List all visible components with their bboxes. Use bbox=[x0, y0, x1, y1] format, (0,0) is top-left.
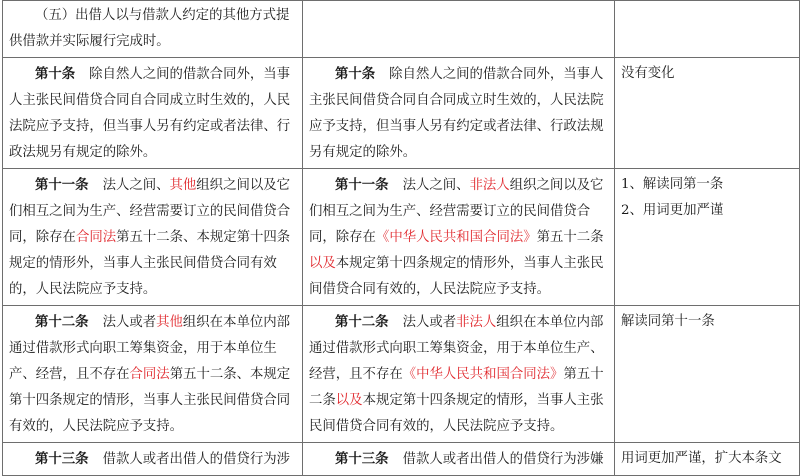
table-row bbox=[3, 306, 800, 443]
changed-term: 《中华人民共和国合同法》 bbox=[375, 230, 537, 245]
article-number: 第十二条 bbox=[35, 314, 89, 330]
text-segment: 第五十二条 bbox=[309, 367, 604, 408]
text-segment: 第五十二条、本规定第十四条规定的情形，当事人主张民间借贷合同有效的，人民法院应予支持。 bbox=[9, 367, 291, 434]
old-text-cell bbox=[3, 443, 303, 476]
text-segment: 本规定第十四条规定的情形外，当事人主张民间借贷合同有效的，人民法院应予支持。 bbox=[309, 256, 604, 297]
note-line: 2、用词更加严谨 bbox=[621, 203, 724, 218]
comparison-table bbox=[2, 0, 800, 476]
table-row bbox=[3, 443, 800, 476]
text-segment: 法人之间、 bbox=[102, 178, 170, 193]
article-number: 第十二条 bbox=[335, 314, 389, 330]
old-text-cell bbox=[3, 306, 303, 443]
old-text-cell bbox=[3, 58, 303, 169]
changed-term: 合同法 bbox=[75, 230, 117, 245]
text-segment: 组织在本单位内部通过借款形式向职工筹集资金，用于本单位生产、经营，且不存在 bbox=[309, 315, 604, 382]
text-segment: 法人之间、 bbox=[402, 178, 470, 193]
changed-term: 《中华人民共和国合同法》 bbox=[402, 367, 564, 382]
changed-term: 以及 bbox=[335, 393, 363, 408]
text-segment: 组织之间以及它们相互之间为生产、经营需要订立的民间借贷合同，除存在 bbox=[309, 178, 604, 245]
text-segment: 本规定第十四条规定的情形，当事人主张民间借贷合同有效的，人民法院应予支持。 bbox=[309, 393, 604, 434]
text-segment: 法人或者 bbox=[102, 315, 157, 330]
changed-term: 合同法 bbox=[129, 367, 170, 382]
note-line: 用词更加严谨，扩大本条文 bbox=[621, 451, 782, 466]
article-number: 第十条 bbox=[35, 66, 76, 82]
text-segment: 组织在本单位内部通过借款形式向职工筹集资金，用于本单位生产、经营，且不存在 bbox=[9, 315, 291, 382]
article-number: 第十三条 bbox=[35, 451, 89, 467]
new-text-cell bbox=[303, 306, 615, 443]
old-text-cell bbox=[3, 169, 303, 306]
new-text-cell bbox=[303, 58, 615, 169]
new-text-cell bbox=[303, 169, 615, 306]
changed-term: 其他 bbox=[156, 315, 183, 330]
old-text: 除自然人之间的借款合同外，当事人主张民间借贷合同自合同成立时生效的，人民法院应予支持，但当事人另有约定或者法律、行政法规另有规定的除外。 bbox=[9, 67, 291, 160]
article-number: 第十一条 bbox=[335, 177, 389, 193]
new-text: 借款人或者出借人的借贷行为涉嫌 bbox=[402, 452, 604, 467]
old-text: （五）出借人以与借款人约定的其他方式提供借款并实际履行完成时。 bbox=[9, 8, 290, 49]
new-text: 除自然人之间的借款合同外，当事人主张民间借贷合同自合同成立时生效的，人民法院应予支持，但当事人另有约定或者法律、行政法规另有规定的除外。 bbox=[309, 67, 604, 160]
changed-term: 其他 bbox=[169, 178, 197, 193]
text-segment: 第五十二条、本规定第十四条规定的情形外，当事人主张民间借贷合同有效的，人民法院应予支持。 bbox=[9, 230, 291, 297]
changed-term: 非法人 bbox=[456, 315, 497, 330]
new-text-cell bbox=[303, 1, 615, 58]
old-text-cell bbox=[3, 1, 303, 58]
text-segment: 组织之间以及它们相互之间为生产、经营需要订立的民间借贷合同，除存在 bbox=[9, 178, 291, 245]
text-segment: 第五十二条 bbox=[536, 230, 604, 245]
note-cell bbox=[615, 169, 800, 306]
note-cell bbox=[615, 443, 800, 476]
article-number: 第十三条 bbox=[335, 451, 389, 467]
note-cell bbox=[615, 1, 800, 58]
note-line: 解读同第十一条 bbox=[621, 314, 715, 329]
old-text: 借款人或者出借人的借贷行为涉 bbox=[102, 452, 291, 467]
table-row bbox=[3, 58, 800, 169]
new-text-cell bbox=[303, 443, 615, 476]
changed-term: 以及 bbox=[309, 256, 336, 271]
note-line: 1、解读同第一条 bbox=[621, 177, 724, 192]
table-row bbox=[3, 169, 800, 306]
note-cell bbox=[615, 306, 800, 443]
changed-term: 非法人 bbox=[469, 178, 510, 193]
article-number: 第十一条 bbox=[35, 177, 89, 193]
note-line: 没有变化 bbox=[621, 66, 675, 81]
table-row bbox=[3, 1, 800, 58]
note-cell bbox=[615, 58, 800, 169]
article-number: 第十条 bbox=[335, 66, 376, 82]
text-segment: 法人或者 bbox=[402, 315, 457, 330]
